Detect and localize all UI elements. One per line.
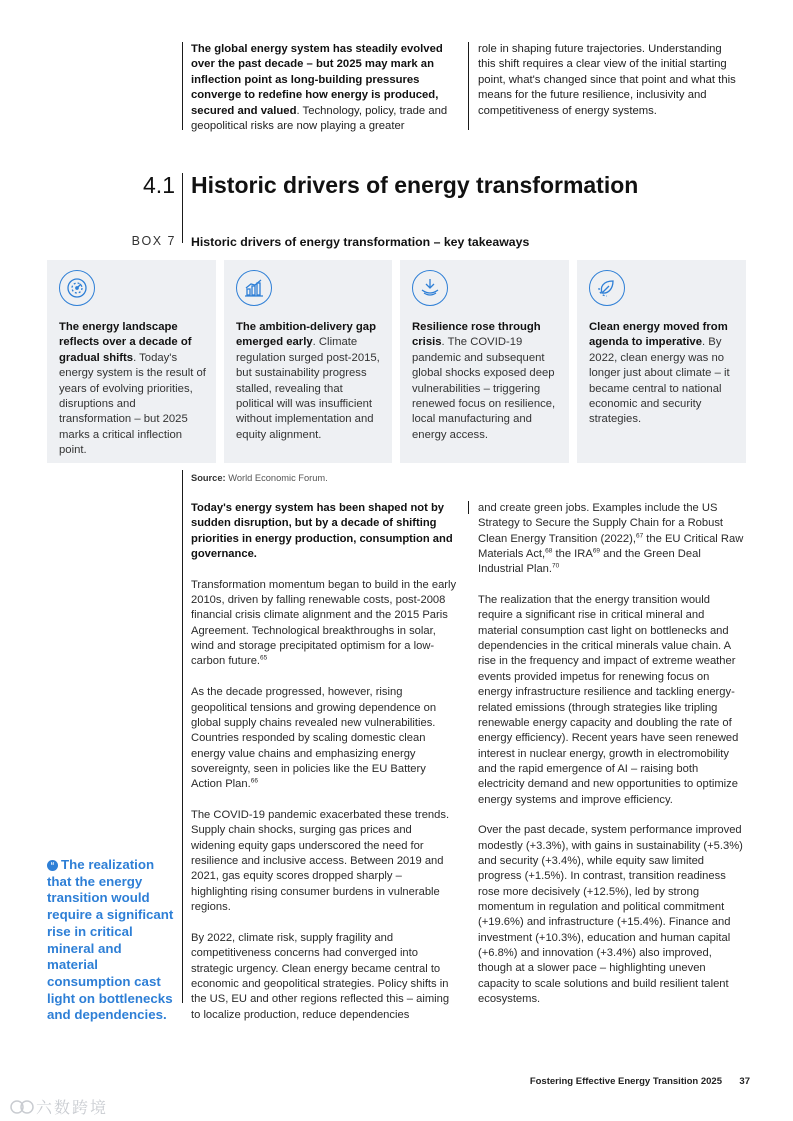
card-body: . The COVID-19 pandemic and subsequent global shocks exposed deep vulnerabilities – triggering renewed focus on resilience, local manufacturing and energy access. — [412, 336, 556, 441]
card-heading: Resilience rose through crisis — [412, 321, 541, 349]
intro-left-rule — [182, 42, 183, 130]
footer-report-title: Fostering Effective Energy Transition 2025 — [529, 1076, 722, 1087]
watermark-text: 六数跨境 — [36, 1100, 109, 1117]
pull-quote-text: The realization that the energy transition would require a significant rise in critical mineral and material consumption cast light on bottlenecks and dependencies. — [47, 857, 174, 1023]
card-body: . Today's energy system is the result of years of evolving priorities, disruptions and transformation – but 2025 marks a critical inflection point. — [59, 351, 206, 457]
takeaway-card-3 — [400, 260, 569, 463]
body-paragraph: By 2022, climate risk, supply fragility and competitiveness concerns had converged into strategic urgency. Clean energy became central to economic and geopolitical strategies. Policy shifts in the US, EU and other regions reflected this – aiming to localize production, reduce dependencies — [191, 931, 450, 1021]
card-heading: The ambition-delivery gap emerged early — [236, 321, 376, 349]
quote-icon: “ — [47, 860, 58, 871]
leaf-icon — [589, 270, 625, 306]
body-paragraph: Transformation momentum began to build in the early 2010s, driven by falling renewable costs, post-2008 financial crisis climate alignment and the 2015 Paris Agreement. Technological breakthroughs in solar, wind and storage precipitated optimism for a low-carbon future.$^{65}$ — [191, 578, 457, 668]
section-rule — [182, 173, 183, 243]
intro-left-text — [191, 42, 456, 134]
footnote-ref[interactable]: 67 — [635, 531, 644, 539]
body-paragraph: and create green jobs. Examples include the US Strategy to Secure the Supply Chain for a Robust Clean Energy Transition (2022),$^{67}$ the EU Critical Raw Materials Act,$^{68}$ the IRA$^{69}$ and the Green Deal Industrial Plan.$^{70}$ — [478, 502, 744, 576]
intro-right-rule — [468, 42, 469, 130]
footnote-ref[interactable]: 70 — [552, 562, 560, 570]
intro-lead: The global energy system has steadily evolved over the past decade – but 2025 may mark an inflection point as long-building pressures converge to redefine how energy is produced, secured and valued — [191, 43, 443, 117]
section-number: 4.1 — [143, 172, 175, 198]
card-text — [412, 320, 559, 443]
footnote-ref[interactable]: 66 — [250, 777, 258, 785]
body-right-rule — [468, 501, 469, 514]
body-left-column — [191, 501, 457, 1038]
section-title: Historic drivers of energy transformation — [191, 172, 639, 198]
takeaway-card-2 — [224, 260, 392, 463]
footnote-ref[interactable]: 65 — [260, 654, 268, 662]
takeaway-card-1 — [47, 260, 216, 463]
card-body: . Climate regulation surged post-2015, but sustainability progress stalled, revealing that political will was insufficient without implementation and equity alignment. — [236, 336, 380, 441]
body-paragraph: Over the past decade, system performance improved modestly (+3.3%), with gains in sustainability (+5.3%) and security (+3.4%), while equity saw limited progress (+1.5%). In contrast, transition readiness rose more decisively (+12.5%), led by strong momentum in regulation and political commitment (+19.6%) and infrastructure (+15.4%). Finance and investment (+10.3%), education and human capital (+6.8%) and innovation (+3.4%) also improved, though at a slower pace – highlighting uneven capacity to scale solutions and build resilient talent ecosystems. — [478, 824, 743, 1006]
box-title: Historic drivers of energy transformation – key takeaways — [191, 235, 530, 249]
body-paragraph: The COVID-19 pandemic exacerbated these trends. Supply chain shocks, surging gas prices and widening equity gaps underscored the need for resilience and inclusive access. Between 2019 and 2021, gas equity scores dropped sharply – highlighting rising consumer burdens in vulnerable regions. — [191, 809, 450, 914]
pull-quote — [47, 857, 175, 1024]
card-text — [589, 320, 736, 428]
body-paragraph: The realization that the energy transition would require a significant rise in critical mineral and material consumption cast light on bottlenecks and dependencies in the critical minerals value chain. A rise in the frequency and impact of extreme weather events provided impetus for renewing focus on energy infrastructure resilience and tackling energy-related emissions (through strategies like tripling renewable energy capacity and doubling the rate of energy efficiency). Recent years have seen renewed interest in nuclear energy, growth in electromobility and the rapid emergence of AI – raising both electricity demand and new opportunities to optimize energy systems and improve efficiency. — [478, 594, 739, 806]
footnote-ref[interactable]: 68 — [545, 547, 553, 555]
body-paragraph: As the decade progressed, however, rising geopolitical tensions and growing dependence on global supply chains revealed new vulnerabilities. Countries responded by scaling domestic clean energy value chains and emphasizing energy sovereignty, seen in policies like the EU Battery Action Plan.$^{66}$ — [191, 686, 437, 791]
source-note — [191, 473, 328, 483]
card-text — [59, 320, 206, 459]
body-lead: Today's energy system has been shaped not by sudden disruption, but by a decade of shifting priorities in energy production, consumption and governance. — [191, 502, 453, 561]
dial-gauge-icon — [59, 270, 95, 306]
footer-page-number: 37 — [739, 1076, 750, 1087]
intro-rest: . Technology, policy, trade and geopolitical risks are now playing a greater — [191, 104, 448, 133]
body-right-column — [478, 501, 745, 1023]
shield-arrow-icon — [412, 270, 448, 306]
watermark-logo — [8, 1095, 108, 1118]
intro-right-text: role in shaping future trajectories. Understanding this shift requires a clear view of the initial starting point, what's changed since that point and what this means for the future resilience, inclusivity and competitiveness of energy systems. — [478, 43, 736, 117]
card-heading: The energy landscape reflects over a decade of gradual shifts — [59, 321, 192, 364]
box-label: BOX 7 — [131, 234, 176, 248]
footnote-ref[interactable]: 69 — [592, 547, 601, 555]
source-label: Source: — [191, 473, 226, 483]
source-text: World Economic Forum. — [225, 473, 328, 483]
watermark-mark-icon — [8, 1097, 36, 1117]
body-left-rule — [182, 470, 183, 1003]
card-heading: Clean energy moved from agenda to imperative — [589, 321, 728, 349]
bar-chart-icon — [236, 270, 272, 306]
card-body: . By 2022, clean energy was no longer just about climate – it became central to national economic and security strategies. — [589, 336, 730, 426]
card-text — [236, 320, 382, 443]
takeaway-card-4 — [577, 260, 746, 463]
